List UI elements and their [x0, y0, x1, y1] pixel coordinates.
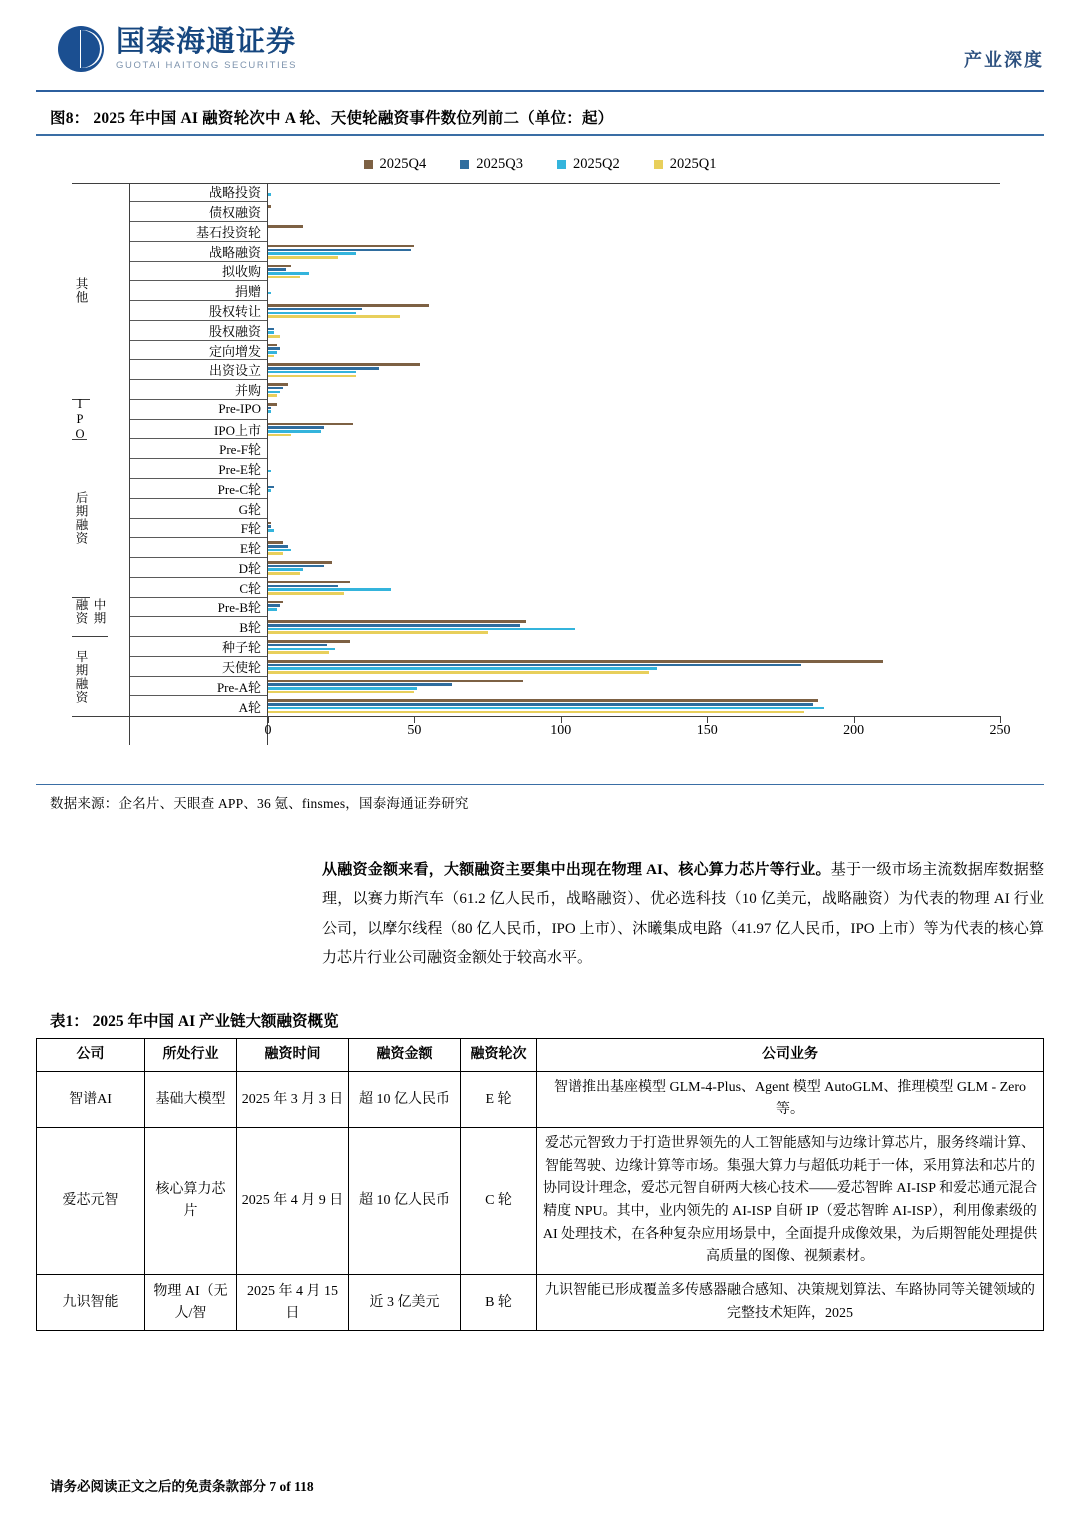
header-section-tag: 产业深度 — [964, 50, 1044, 70]
chart-bar-group — [268, 598, 1000, 618]
chart-bar-2025q4 — [268, 403, 277, 406]
chart-bar-2025q1 — [268, 592, 344, 595]
chart-bar-2025q1 — [268, 552, 283, 555]
chart-bar-group — [268, 479, 1000, 499]
chart-category-label: 战略投资 — [130, 183, 267, 203]
chart-category-label: G轮 — [130, 499, 267, 519]
chart-bar-2025q1 — [268, 434, 291, 437]
chart-bar-group — [268, 281, 1000, 301]
chart-category-label: B轮 — [130, 617, 267, 637]
table-cell-business: 爱芯元智致力于打造世界领先的人工智能感知与边缘计算芯片，服务终端计算、智能驾驶、边缘计算等市场。集强大算力与超低功耗于一体，采用算法和芯片的协同设计理念，爱芯元智自研两大核心技术——爱芯智眸 AI-ISP 和爱芯通元混合精度 NPU。其中，业内领先的 AI-ISP 自研 IP（爱芯智眸 AI-ISP），利用像素级的 AI 处理技术，在各种复杂应用场景中，全面提升成像效果，为后期智能处理提供高质量的图像、视频素材。 — [537, 1128, 1044, 1275]
legend-swatch-icon — [557, 160, 566, 169]
chart-bar-2025q2 — [268, 549, 291, 552]
chart-category-label: 定向增发 — [130, 341, 267, 361]
figure-source: 数据来源：企名片、天眼查 APP、36 氪、finsmes，国泰海通证券研究 — [50, 796, 469, 811]
brand-logo — [58, 26, 297, 72]
chart-bar-2025q2 — [268, 410, 271, 413]
chart-bar-2025q3 — [268, 585, 338, 588]
table-cell-company: 九识智能 — [37, 1275, 145, 1331]
chart-bar-2025q2 — [268, 193, 271, 196]
chart-bar-group — [268, 657, 1000, 677]
table-body — [37, 1071, 1044, 1331]
table-column-header: 所处行业 — [145, 1039, 237, 1072]
chart-bar-2025q2 — [268, 331, 274, 334]
chart-bar-2025q2 — [268, 687, 417, 690]
chart-bar-2025q4 — [268, 344, 277, 347]
financing-table — [36, 1038, 1044, 1331]
chart-bar-group — [268, 420, 1000, 440]
chart-bar-2025q4 — [268, 660, 883, 663]
chart-category-label: F轮 — [130, 519, 267, 539]
chart-bar-group — [268, 499, 1000, 519]
chart-bar-2025q2 — [268, 628, 575, 631]
chart-bar-group — [268, 578, 1000, 598]
chart-category-label: A轮 — [238, 699, 261, 715]
chart-bar-2025q1 — [268, 631, 488, 634]
chart-bar-group — [268, 222, 1000, 242]
chart-bar-2025q2 — [268, 608, 277, 611]
chart-category-label: D轮 — [130, 558, 267, 578]
chart-x-tick-label: 0 — [264, 722, 272, 738]
chart-category-label: Pre-IPO — [130, 400, 267, 420]
chart-bar-group — [268, 617, 1000, 637]
table-row — [37, 1275, 1044, 1331]
table-column-header: 公司业务 — [537, 1039, 1044, 1072]
chart-bar-2025q2 — [268, 371, 356, 374]
chart-bar-group — [268, 519, 1000, 539]
chart-x-tick — [414, 716, 415, 723]
chart-x-tick-label: 150 — [696, 722, 718, 738]
chart-bar-2025q2 — [268, 667, 657, 670]
chart-x-tick-label: 100 — [550, 722, 572, 738]
legend-swatch-icon — [364, 160, 373, 169]
chart-bar-2025q1 — [268, 572, 300, 575]
chart-bar-2025q2 — [268, 470, 271, 473]
table-cell-amount: 近 3 亿美元 — [349, 1275, 461, 1331]
legend-swatch-icon — [460, 160, 469, 169]
chart-bar-group — [268, 380, 1000, 400]
chart-bar-2025q2 — [268, 391, 280, 394]
chart-category-label: 股权融资 — [130, 321, 267, 341]
chart-bar-2025q3 — [268, 565, 324, 568]
chart-x-tick — [854, 716, 855, 723]
chart-bar-2025q4 — [268, 363, 420, 366]
legend-swatch-icon — [654, 160, 663, 169]
legend-label: 2025Q1 — [669, 155, 717, 172]
legend-item-2025q3 — [460, 156, 523, 173]
chart-bar-2025q4 — [268, 423, 353, 426]
chart-x-tick — [561, 716, 562, 723]
chart-bar-2025q1 — [268, 671, 649, 674]
table-row — [37, 1071, 1044, 1127]
brand-name-cn: 国泰海通证券 — [116, 24, 297, 59]
chart-group-label: 后期融资 — [72, 440, 90, 598]
chart-group-label: 早期融资 — [74, 649, 88, 704]
table-cell-amount: 超 10 亿人民币 — [349, 1071, 461, 1127]
paragraph-body: 基于一级市场主流数据库数据整理，以赛力斯汽车（61.2 亿人民币，战略融资）、优必选科技（10 亿美元，战略融资）为代表的物理 AI 行业公司，以摩尔线程（80 亿人民币，IPO 上市）、沐曦集成电路（41.97 亿人民币，IPO 上市）等为代表的核心算力芯片行业公司融资金额处于较高水平。 — [322, 862, 1044, 966]
chart-bar-2025q3 — [268, 308, 362, 311]
table-cell-industry: 核心算力芯片 — [145, 1128, 237, 1275]
body-paragraph — [322, 856, 1044, 973]
chart-bar-2025q1 — [268, 651, 329, 654]
table-cell-business: 智谱推出基座模型 GLM-4-Plus、Agent 模型 AutoGLM、推理模型 GLM - Zero 等。 — [537, 1071, 1044, 1127]
chart-group-label: IPO — [73, 396, 87, 442]
brand-name-en: GUOTAI HAITONG SECURITIES — [116, 60, 298, 72]
chart-x-tick-label: 50 — [407, 722, 422, 738]
chart-bar-2025q3 — [268, 367, 379, 370]
chart-category-label: 并购 — [130, 380, 267, 400]
table-cell-company: 爱芯元智 — [37, 1128, 145, 1275]
table-cell-amount: 超 10 亿人民币 — [349, 1128, 461, 1275]
chart-bar-group — [268, 696, 1000, 716]
chart-bar-2025q3 — [268, 328, 274, 331]
page-header — [0, 0, 1080, 92]
chart-bar-2025q3 — [268, 407, 271, 410]
chart-bar-2025q3 — [268, 525, 271, 528]
chart-bar-2025q3 — [268, 703, 813, 706]
chart-bar-2025q1 — [268, 355, 274, 358]
chart-bar-group — [268, 183, 1000, 203]
table-cell-date: 2025 年 4 月 15 日 — [237, 1275, 349, 1331]
chart-category-label: 基石投资轮 — [130, 222, 267, 242]
chart-category-label: 战略融资 — [130, 242, 267, 262]
chart-category-label: 天使轮 — [130, 657, 267, 677]
chart-category-label: 出资设立 — [130, 360, 267, 380]
chart-bar-2025q1 — [268, 256, 338, 259]
chart-bar-2025q3 — [268, 387, 283, 390]
chart-category-label: Pre-B轮 — [130, 598, 267, 618]
chart-bar-2025q3 — [268, 545, 288, 548]
chart-bar-2025q2 — [268, 489, 271, 492]
chart-bar-group — [268, 677, 1000, 697]
chart-bar-2025q3 — [268, 604, 280, 607]
legend-label: 2025Q3 — [476, 155, 523, 172]
chart-bar-2025q1 — [268, 375, 356, 378]
chart-bar-2025q4 — [268, 680, 523, 683]
chart-bar-2025q4 — [268, 620, 526, 623]
table-cell-round: C 轮 — [461, 1128, 537, 1275]
header-divider — [36, 90, 1044, 92]
chart-bar-2025q4 — [268, 640, 350, 643]
table-cell-business: 九识智能已形成覆盖多传感器融合感知、决策规划算法、车路协同等关键领域的完整技术矩阵，2025 — [537, 1275, 1044, 1331]
chart-bar-group — [268, 262, 1000, 282]
table-column-header: 融资轮次 — [461, 1039, 537, 1072]
chart-category-label: E轮 — [130, 538, 267, 558]
chart-bar-2025q4 — [268, 304, 429, 307]
chart-bar-2025q4 — [268, 581, 350, 584]
chart-bar-2025q3 — [268, 664, 801, 667]
chart-bar-2025q1 — [268, 691, 414, 694]
legend-label: 2025Q2 — [573, 155, 620, 172]
chart-category-label: 捐赠 — [130, 281, 267, 301]
chart-bar-2025q4 — [268, 601, 283, 604]
chart-bar-2025q3 — [268, 268, 286, 271]
chart-bar-2025q2 — [268, 430, 321, 433]
figure-title-divider — [36, 134, 1044, 136]
chart-category-label: IPO上市 — [130, 420, 267, 440]
chart-bar-2025q4 — [268, 541, 283, 544]
table-cell-industry: 基础大模型 — [145, 1071, 237, 1127]
chart-category-label: Pre-F轮 — [130, 439, 267, 459]
chart-bars — [268, 183, 1000, 717]
table-column-header: 融资时间 — [237, 1039, 349, 1072]
chart-bar-group — [268, 341, 1000, 361]
chart-x-tick — [1000, 716, 1001, 723]
chart-bar-2025q4 — [268, 265, 291, 268]
chart-x-axis — [264, 719, 1011, 745]
chart-category-label: Pre-E轮 — [130, 459, 267, 479]
chart-category-label: Pre-C轮 — [130, 479, 267, 499]
chart-bar-group — [268, 439, 1000, 459]
brand-text — [116, 24, 298, 72]
chart-bar-2025q4 — [268, 245, 414, 248]
chart-bar-2025q4 — [268, 383, 288, 386]
table-column-header: 融资金额 — [349, 1039, 461, 1072]
chart-label-column — [130, 183, 268, 745]
chart-bar-group — [268, 400, 1000, 420]
chart-bar-2025q2 — [268, 351, 277, 354]
chart-bar-2025q2 — [268, 312, 356, 315]
table-cell-industry: 物理 AI（无人/智 — [145, 1275, 237, 1331]
chart-bar-2025q4 — [268, 522, 271, 525]
chart-bar-2025q1 — [268, 711, 804, 714]
chart-bar-group — [268, 242, 1000, 262]
chart-bar-2025q2 — [268, 648, 335, 651]
chart-bar-group — [268, 538, 1000, 558]
figure-title: 图8： 2025 年中国 AI 融资轮次中 A 轮、天使轮融资事件数位列前二（单位：起） — [50, 110, 614, 127]
chart-bar-2025q2 — [268, 588, 391, 591]
chart-category-label: 股权转让 — [130, 301, 267, 321]
chart-bar-2025q2 — [268, 568, 303, 571]
legend-item-2025q1 — [654, 156, 717, 173]
chart-group-label: 其他 — [72, 183, 90, 401]
chart-bar-group — [268, 202, 1000, 222]
chart-x-tick — [268, 716, 269, 723]
chart-bar-2025q3 — [268, 624, 520, 627]
chart-bar-2025q3 — [268, 426, 324, 429]
chart-bar-2025q3 — [268, 486, 274, 489]
figure-block — [0, 92, 1080, 782]
chart-bar-2025q1 — [268, 335, 280, 338]
chart-bar-group — [268, 558, 1000, 578]
table-cell-date: 2025 年 4 月 9 日 — [237, 1128, 349, 1275]
table-row — [37, 1128, 1044, 1275]
chart-bar-2025q3 — [268, 249, 411, 252]
chart-bar-2025q2 — [268, 252, 356, 255]
guotai-haitong-logo-icon — [58, 26, 104, 72]
chart-category-label: Pre-A轮 — [130, 677, 267, 697]
table-cell-round: B 轮 — [461, 1275, 537, 1331]
chart-bar-2025q1 — [268, 315, 400, 318]
table-cell-date: 2025 年 3 月 3 日 — [237, 1071, 349, 1127]
chart-bar-2025q3 — [268, 347, 280, 350]
chart-group-label: 中期融资 — [72, 598, 108, 638]
chart-plot — [72, 183, 1044, 745]
chart — [36, 142, 1044, 782]
chart-category-label: C轮 — [130, 578, 267, 598]
chart-legend — [36, 142, 1044, 183]
chart-bar-group — [268, 321, 1000, 341]
chart-bar-2025q1 — [268, 394, 277, 397]
table-cell-company: 智谱AI — [37, 1071, 145, 1127]
chart-group-column — [72, 183, 130, 745]
table-title: 表1： 2025 年中国 AI 产业链大额融资概览 — [50, 1013, 339, 1030]
chart-bar-2025q3 — [268, 683, 452, 686]
paragraph-lead: 从融资金额来看，大额融资主要集中出现在物理 AI、核心算力芯片等行业。 — [322, 862, 831, 878]
chart-category-label: 债权融资 — [130, 202, 267, 222]
chart-bar-2025q4 — [268, 205, 271, 208]
chart-bar-2025q2 — [268, 529, 274, 532]
chart-category-label: 种子轮 — [130, 637, 267, 657]
chart-bar-group — [268, 459, 1000, 479]
chart-bar-2025q4 — [268, 699, 818, 702]
table-header-row — [37, 1039, 1044, 1072]
legend-item-2025q2 — [557, 156, 620, 173]
table-column-header: 公司 — [37, 1039, 145, 1072]
chart-bar-2025q2 — [268, 707, 824, 710]
chart-x-tick-label: 250 — [989, 722, 1011, 738]
chart-bar-group — [268, 301, 1000, 321]
chart-x-tick — [707, 716, 708, 723]
chart-bar-group — [268, 360, 1000, 380]
chart-bar-2025q1 — [268, 276, 300, 279]
chart-category-axis — [72, 183, 268, 745]
chart-bar-2025q2 — [268, 292, 271, 295]
page-footer: 请务必阅读正文之后的免责条款部分 7 of 118 — [50, 1479, 314, 1494]
chart-category-label: 拟收购 — [130, 262, 267, 282]
legend-item-2025q4 — [364, 156, 427, 173]
chart-x-tick-label: 200 — [843, 722, 865, 738]
chart-bar-2025q3 — [268, 644, 327, 647]
chart-bar-group — [268, 637, 1000, 657]
table-cell-round: E 轮 — [461, 1071, 537, 1127]
legend-label: 2025Q4 — [379, 155, 427, 172]
chart-bar-2025q4 — [268, 561, 332, 564]
chart-bar-2025q2 — [268, 272, 309, 275]
chart-bar-2025q4 — [268, 225, 303, 228]
